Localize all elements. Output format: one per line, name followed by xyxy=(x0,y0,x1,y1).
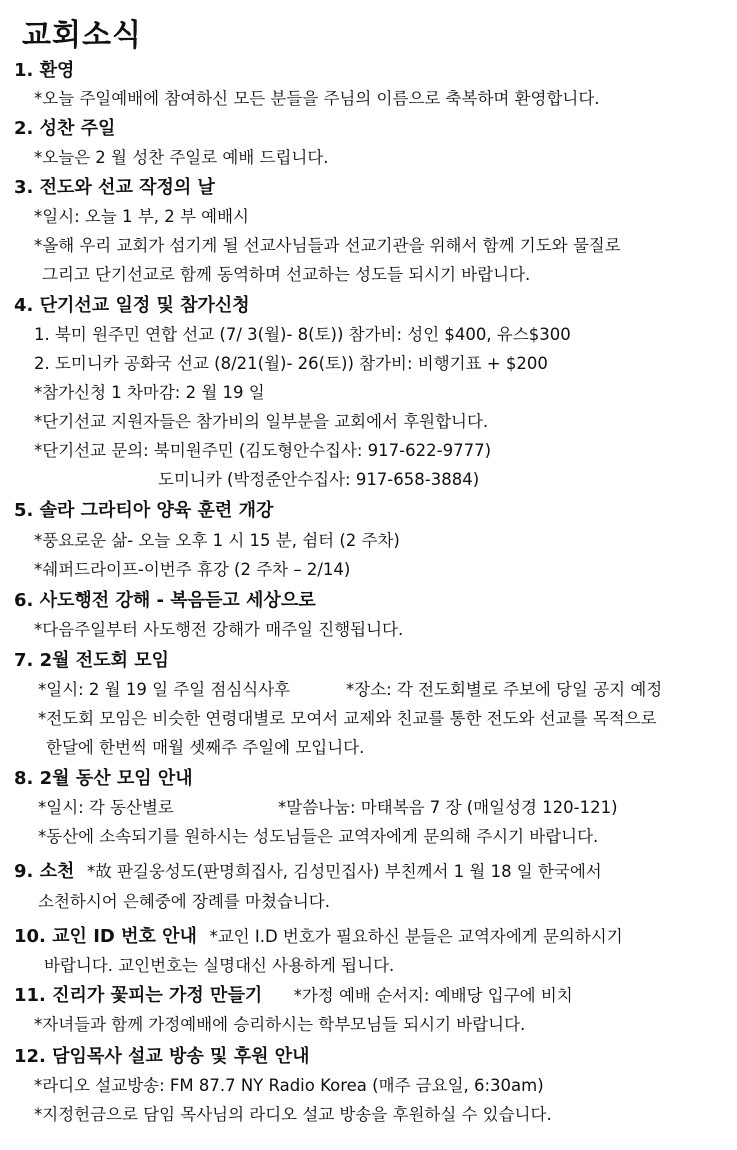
item-3-heading: 3. 전도와 선교 작정의 날 xyxy=(14,177,215,198)
item-4-line-2: 2. 도미니카 공화국 선교 (8/21(월)- 26(토)) 참가비: 비행기표 + $200 xyxy=(34,354,548,373)
item-10-heading xyxy=(14,926,623,948)
item-7-line-1: *일시: 2 월 19 일 주일 점심식사후 xyxy=(38,680,291,699)
item-11-title: 11. 진리가 꽃피는 가정 만들기 xyxy=(14,985,263,1006)
item-9-title: 9. 소천 xyxy=(14,861,75,882)
item-8-line-2: *말씀나눔: 마태복음 7 장 (매일성경 120-121) xyxy=(278,798,618,817)
item-5-line-1: *풍요로운 삶- 오늘 오후 1 시 15 분, 쉼터 (2 주차) xyxy=(34,531,400,550)
item-2-line-1: *오늘은 2 월 성찬 주일로 예배 드립니다. xyxy=(34,148,329,167)
item-9-inline: *故 판길웅성도(판명희집사, 김성민집사) 부친께서 1 월 18 일 한국에서 xyxy=(86,862,602,881)
item-5-line-2: *쉐퍼드라이프-이번주 휴강 (2 주차 – 2/14) xyxy=(34,560,351,579)
item-3-line-3: 그리고 단기선교로 함께 동역하며 선교하는 성도들 되시기 바랍니다. xyxy=(42,265,531,284)
item-10-inline: *교인 I.D 번호가 필요하신 분들은 교역자에게 문의하시기 xyxy=(209,927,623,946)
item-10-title: 10. 교인 ID 번호 안내 xyxy=(14,926,197,947)
item-12-line-2: *지정헌금으로 담임 목사님의 라디오 설교 방송을 후원하실 수 있습니다. xyxy=(34,1105,552,1124)
item-4-line-6: 도미니카 (박정준안수집사: 917-658-3884) xyxy=(158,470,480,489)
item-12-line-1: *라디오 설교방송: FM 87.7 NY Radio Korea (매주 금요일, 6:30am) xyxy=(34,1076,544,1095)
item-11-inline: *가정 예배 순서지: 예배당 입구에 비치 xyxy=(293,986,573,1005)
item-4-heading: 4. 단기선교 일정 및 참가신청 xyxy=(14,295,250,316)
item-4-line-3: *참가신청 1 차마감: 2 월 19 일 xyxy=(34,383,265,402)
item-1-line-1: *오늘 주일예배에 참여하신 모든 분들을 주님의 이름으로 축복하며 환영합니다. xyxy=(34,89,600,108)
page-title: 교회소식 xyxy=(22,18,142,53)
item-7-line-2: *장소: 각 전도회별로 주보에 당일 공지 예정 xyxy=(346,680,663,699)
item-1-heading: 1. 환영 xyxy=(14,60,75,81)
item-9-line-1: 소천하시어 은혜중에 장례를 마쳤습니다. xyxy=(38,892,330,911)
item-3-line-1: *일시: 오늘 1 부, 2 부 예배시 xyxy=(34,207,249,226)
item-8-line-1: *일시: 각 동산별로 xyxy=(38,798,174,817)
item-6-heading: 6. 사도행전 강해 - 복음듣고 세상으로 xyxy=(14,590,316,611)
item-7-heading: 7. 2월 전도회 모임 xyxy=(14,650,170,671)
item-5-heading: 5. 솔라 그라티아 양육 훈련 개강 xyxy=(14,500,274,521)
item-11-line-1: *자녀들과 함께 가정예배에 승리하시는 학부모님들 되시기 바랍니다. xyxy=(34,1015,526,1034)
item-4-line-5: *단기선교 문의: 북미원주민 (김도형안수집사: 917-622-9777) xyxy=(34,441,492,460)
item-7-line-3: *전도회 모임은 비슷한 연령대별로 모여서 교제와 친교를 통한 전도와 선교를 목적으로 xyxy=(38,709,657,728)
item-8-heading: 8. 2월 동산 모임 안내 xyxy=(14,768,193,789)
item-7-line-4: 한달에 한번씩 매월 셋째주 주일에 모입니다. xyxy=(46,738,365,757)
item-3-line-2: *올해 우리 교회가 섬기게 될 선교사님들과 선교기관을 위해서 함께 기도와 물질로 xyxy=(34,236,621,255)
item-10-line-1: 바랍니다. 교인번호는 실명대신 사용하게 됩니다. xyxy=(44,956,395,975)
item-8-line-3: *동산에 소속되기를 원하시는 성도님들은 교역자에게 문의해 주시기 바랍니다. xyxy=(38,827,599,846)
item-11-heading xyxy=(14,985,573,1007)
item-12-heading: 12. 담임목사 설교 방송 및 후원 안내 xyxy=(14,1046,310,1067)
item-4-line-4: *단기선교 지원자들은 참가비의 일부분을 교회에서 후원합니다. xyxy=(34,412,489,431)
item-4-line-1: 1. 북미 원주민 연합 선교 (7/ 3(월)- 8(토)) 참가비: 성인 $400, 유스$300 xyxy=(34,325,571,344)
item-6-line-1: *다음주일부터 사도행전 강해가 매주일 진행됩니다. xyxy=(34,620,404,639)
item-2-heading: 2. 성찬 주일 xyxy=(14,118,116,139)
item-9-heading xyxy=(14,861,602,883)
